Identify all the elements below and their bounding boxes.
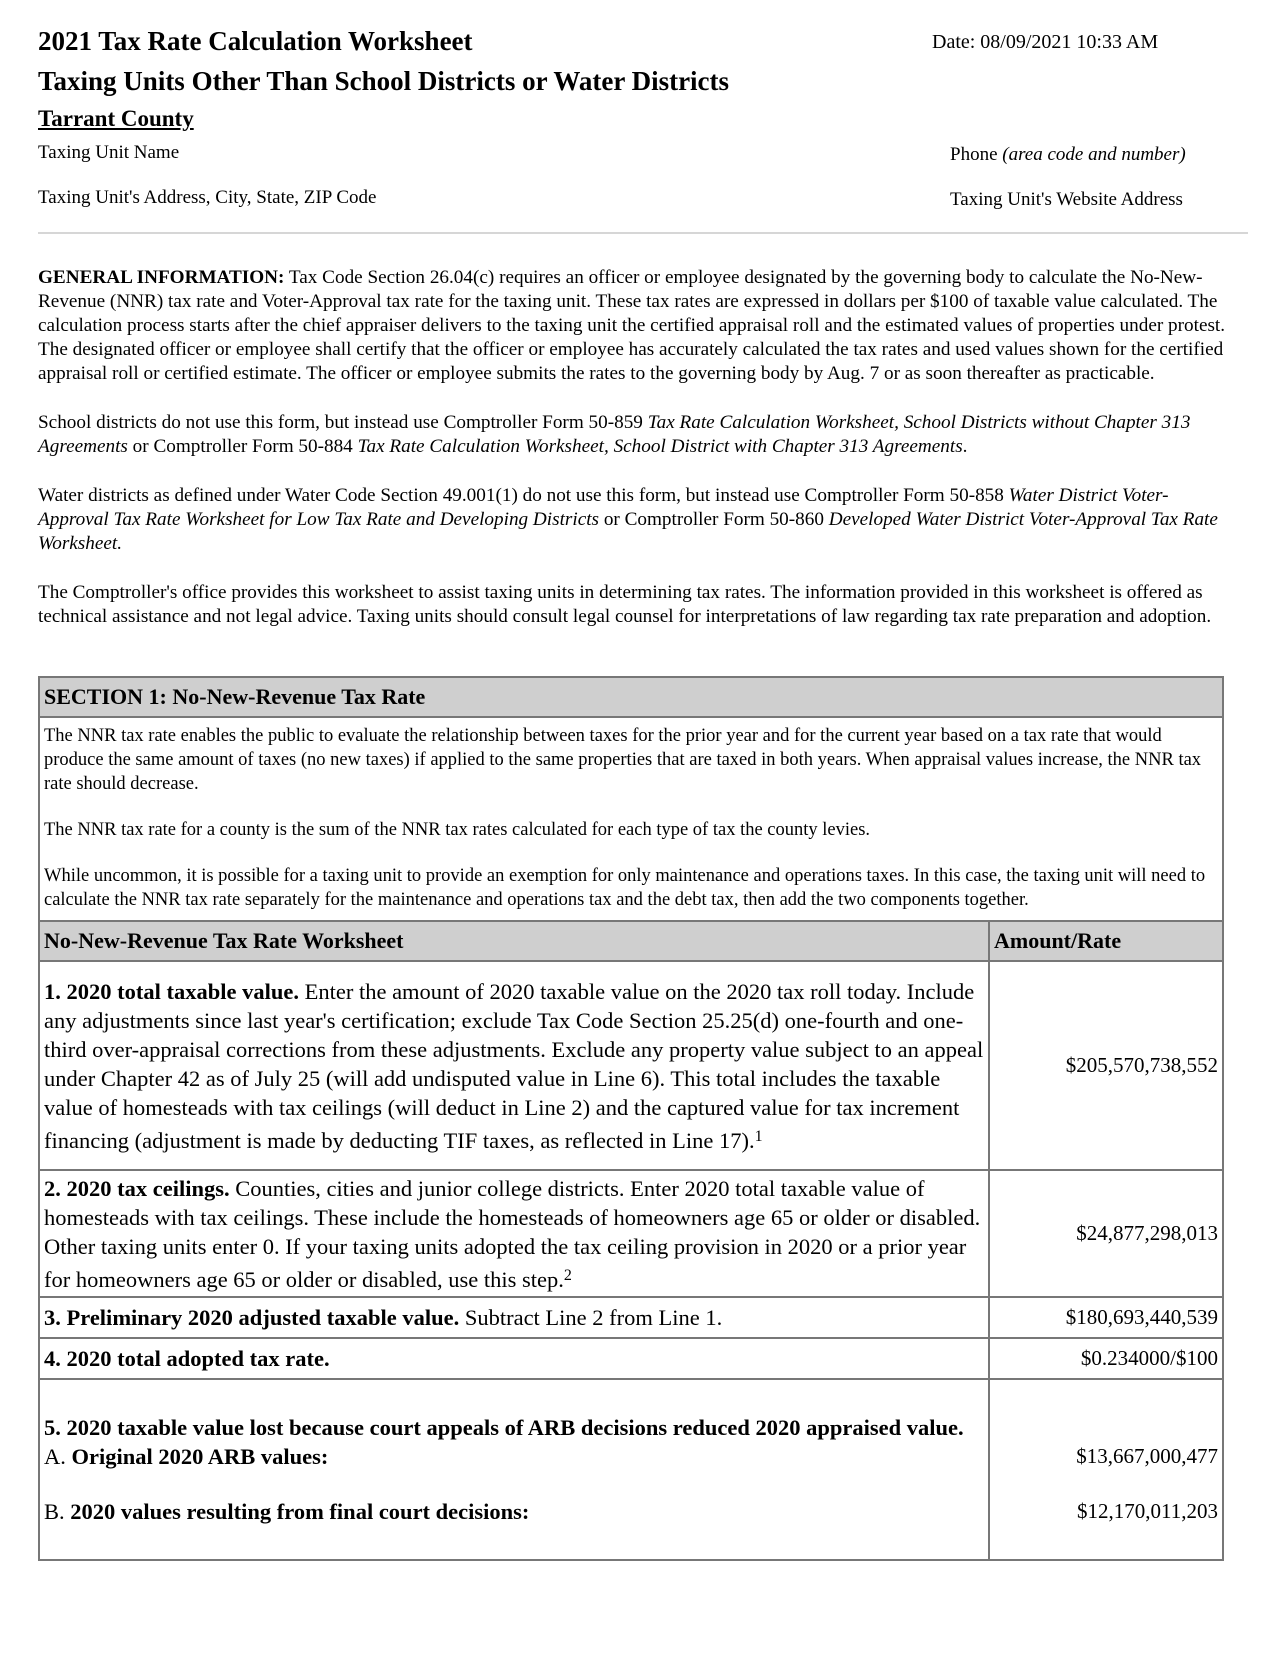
form-subtitle: Taxing Units Other Than School Districts or Water Districts (38, 66, 730, 96)
table-header-row (40, 922, 1222, 961)
comptroller-paragraph: The Comptroller's office provides this worksheet to assist taxing units in determining tax rates. The information provided in this worksheet is offered as technical assistance and not legal advice. Taxing units should consult legal counsel for interpretations of law regarding tax rate preparation and adoption. (38, 582, 1212, 627)
line-4-amount: $0.234000/$100 (989, 1338, 1222, 1379)
line-5-description: 5. 2020 taxable value lost because court appeals of ARB decisions reduced 2020 appraised value. A. Original 2020 ARB values: B. 2020 values resulting from final court decisions: (40, 1379, 989, 1559)
section-1-description (40, 718, 1222, 922)
line-2-amount: $24,877,298,013 (989, 1170, 1222, 1297)
table-row (40, 1338, 1222, 1379)
line-5-amounts (989, 1379, 1222, 1559)
water-districts-paragraph: Water districts as defined under Water Code Section 49.001(1) do not use this form, but instead use Comptroller Form 50-858 Water District Voter-Approval Tax Rate Worksheet for Low Tax Rate and Developing Districts or Comptroller Form 50-860 Developed Water District Voter-Approval Tax Rate Worksheet. (38, 485, 1218, 554)
line-5a-amount: $13,667,000,477 (1076, 1444, 1218, 1468)
line-3-description: 3. Preliminary 2020 adjusted taxable value. Subtract Line 2 from Line 1. (40, 1297, 989, 1338)
county-name: Tarrant County (38, 106, 194, 131)
form-title: 2021 Tax Rate Calculation Worksheet (38, 26, 473, 56)
line-2-description: 2. 2020 tax ceilings. Counties, cities and junior college districts. Enter 2020 total taxable value of homesteads with tax ceilings. These include the homesteads of homeowners age 65 or older or disabled. Other taxing units enter 0. If your taxing units adopted the tax ceiling provision in 2020 or a prior year for homeowners age 65 or older or disabled, use this step.$^2$ (40, 1170, 989, 1297)
header-divider (38, 232, 1248, 234)
website-label: Taxing Unit's Website Address (950, 189, 1183, 210)
line-1-description: 1. 2020 total taxable value. Enter the amount of 2020 taxable value on the 2020 tax roll today. Include any adjustments since last year's certification; exclude Tax Code Section 25.25(d) one-fourth and one-third over-appraisal corrections from these adjustments. Exclude any property value subject to an appeal under Chapter 42 as of July 25 (will add undisputed value in Line 6). This total includes the taxable value of homesteads with tax ceilings (will deduct in Line 2) and the captured value for tax increment financing (adjustment is made by deducting TIF taxes, as reflected in Line 17).$^1$ (40, 961, 989, 1170)
table-row (40, 961, 1222, 1170)
nnr-exemption-paragraph: While uncommon, it is possible for a taxing unit to provide an exemption for only maintenance and operations taxes. In this case, the taxing unit will need to calculate the NNR tax rate separately for the maintenance and operations tax and the debt tax, then add the two components together. (44, 866, 1206, 910)
column-header-worksheet: No-New-Revenue Tax Rate Worksheet (40, 922, 989, 961)
nnr-county-paragraph: The NNR tax rate for a county is the sum of the NNR tax rates calculated for each type of tax the county levies. (44, 820, 871, 840)
line-4-description: 4. 2020 total adopted tax rate. (40, 1338, 989, 1379)
line-5b-amount: $12,170,011,203 (1077, 1499, 1218, 1523)
line-1-amount: $205,570,738,552 (989, 961, 1222, 1170)
line-3-amount: $180,693,440,539 (989, 1297, 1222, 1338)
table-row (40, 1379, 1222, 1559)
general-info-paragraph: GENERAL INFORMATION: Tax Code Section 26.04(c) requires an officer or employee designated by the governing body to calculate the No-New-Revenue (NNR) tax rate and Voter-Approval tax rate for the taxing unit. These tax rates are expressed in dollars per $100 of taxable value calculated. The calculation process starts after the chief appraiser delivers to the taxing unit the certified appraisal roll and the estimated values of properties under protest. The designated officer or employee shall certify that the officer or employee has accurately calculated the tax rates and used values shown for the certified appraisal roll or certified estimate. The officer or employee submits the rates to the governing body by Aug. 7 or as soon thereafter as practicable. (38, 267, 1226, 384)
column-header-amount: Amount/Rate (989, 922, 1222, 961)
section-1 (38, 676, 1224, 1561)
form-date: Date: 08/09/2021 10:33 AM (932, 31, 1159, 53)
general-information (38, 266, 1238, 629)
phone-label: Phone (area code and number) (950, 144, 1186, 165)
school-districts-paragraph: School districts do not use this form, but instead use Comptroller Form 50-859 Tax Rate Calculation Worksheet, School Districts without Chapter 313 Agreements or Comptroller Form 50-884 Tax Rate Calculation Worksheet, School District with Chapter 313 Agreements. (38, 412, 1191, 457)
nnr-worksheet-table (40, 922, 1222, 1559)
table-row (40, 1297, 1222, 1338)
table-row (40, 1170, 1222, 1297)
line-5b-label: B. 2020 values resulting from final court decisions: (44, 1499, 530, 1524)
taxing-unit-name-label: Taxing Unit Name (38, 142, 180, 163)
line-5a-label: A. Original 2020 ARB values: (44, 1444, 329, 1469)
nnr-intro-paragraph: The NNR tax rate enables the public to evaluate the relationship between taxes for the prior year and for the current year based on a tax rate that would produce the same amount of taxes (no new taxes) if applied to the same properties that are taxed in both years. When appraisal values increase, the NNR tax rate should decrease. (44, 726, 1202, 794)
form-header (38, 22, 1248, 230)
taxing-unit-address-label: Taxing Unit's Address, City, State, ZIP Code (38, 187, 377, 208)
section-1-title: SECTION 1: No-New-Revenue Tax Rate (40, 678, 1222, 718)
worksheet-page (38, 22, 1248, 1524)
